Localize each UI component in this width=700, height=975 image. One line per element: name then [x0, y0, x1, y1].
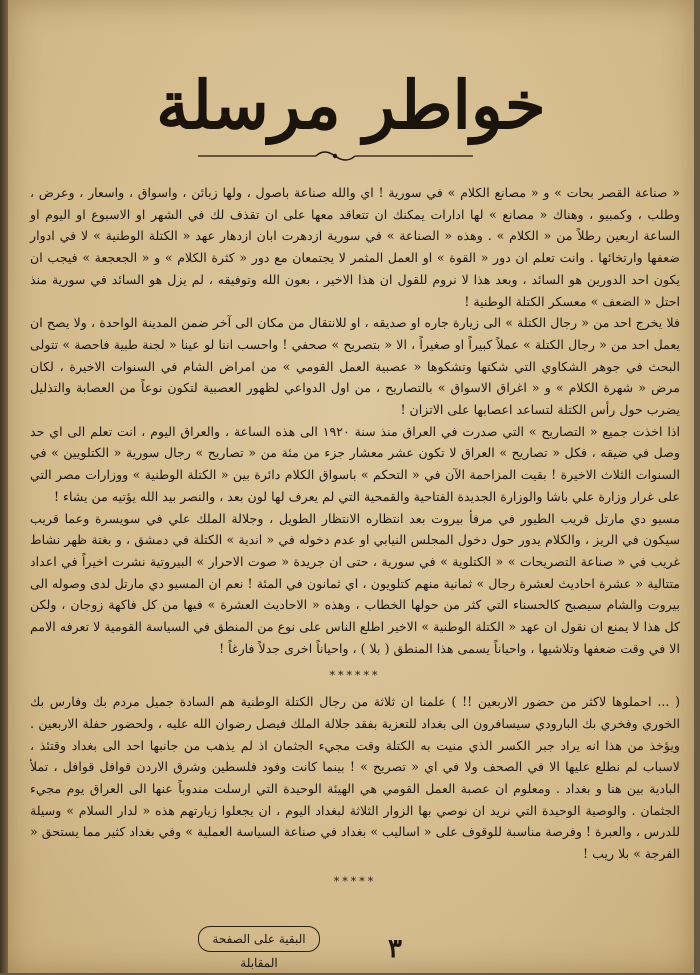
- section-separator: ******: [329, 669, 381, 683]
- article-paragraph: مسيو دي مارتل قريب الطيور في مرفأ بيروت بعد انتظاره الانتظار الطويل ، وجلالة الملك علي في سويسرة وعما قريب سيكون في الريز ، والكلام يدور حول دخول المجلس النيابي او عدم دخوله في « اندية » الكتلة في دمشق ، و بغتة ظهر نشاط غريب في « صناعة التصريحات » « الكتلوية » في سورية ، حتى ان جريدة « صوت الاحرار » البيروتية نشرت اخيراً في اعداد متتالية « عشرة احاديث لعشرة رجال » ثمانية منهم كتلويون ، اي ثمانون في المئة ! نعم ان المسيو دي مارتل لدى وصوله الى بيروت والشام سيصبح كالحسناء التي كثر من حولها الخطاب ، وهذه « الاحاديث العشرة » فيها من كل فاكهة زوجان ، ولكن كل هذا لا يمنع ان نقول ان عهد « الكتلة الوطنية » الاخير اطلع الناس على نوع من المنطق في السياسة القومية لا تعرفه الامم الا في وقت ضعفها وتلاشيها ، واحياناً يسمى هذا المنطق ( بلا ) ، واحياناً اخرى جدلاً فارغاً !: [30, 510, 680, 656]
- article-paragraph: « صناعة القصر بحات » و « مصانع الكلام » في سورية ! اي والله صناعة باصول ، ولها زبائن ، واسواق ، واسعار ، وعرض ، وطلب ، وكمبيو ، وهناك « مصانع » لها ادارات يمكنك ان تتعاقد معها على ان تقذف لك في الشهر او الاسبوع او اليوم او الساعة اربعين رطلاً من « الكلام » . وهذه « الصناعة » في سورية ازدهرت ابان ازدهار عهد « الكتلة الوطنية » لا في ادوار ضعفها وارتخائها . وانت تعلم ان دور « القوة » او العمل المثمر لا يجتمعان مع دور « كثرة الكلام » و « الجعجعة » فيجب ان يكون احد الدورين هو السائد ، وبعد هذا لا نروم للقول ان هذا الاخير ، بعون الله وتوفيقه ، لم يزل هو السائد في سورية منذ احتل « الضعف » معسكر الكتلة الوطنية !: [30, 185, 680, 309]
- title-ornament: [198, 147, 473, 161]
- page-number: ٣: [388, 934, 402, 964]
- article-paragraph: اذا اخذت جميع « التصاريح » التي صدرت في العراق منذ سنة ١٩٢٠ الى هذه الساعة ، والعراق اليوم ، انت تعلم الى اي حد وصل في ضيقه ، فكل « تصاريح » العراق لا تكون عشر معشار جزء من مئة من « تصاريح » رجال سورية « الكتلويين » في السنوات الثلاث الاخيرة ! بقيت المزاحمة الآن في « التحكم » باسواق الكلام دائرة بين « الكتلة الوطنية » ووزارات مصر التي على غرار وزارة علي باشا والوزارة الجديدة الفتاحية والقمحية التي لم يعرف لها لون بعد ، والنصر بيد الله يؤتيه من يشاء !: [30, 423, 680, 504]
- article-paragraph: ( ... احملوها لاكثر من حضور الاربعين !! ) علمنا ان ثلاثة من رجال الكتلة الوطنية هم السادة جميل مردم بك وفارس بك الخوري وفخري بك البارودي سيسافرون الى بغداد للتعزية بفقد جلالة الملك فيصل رضوان الله عليه ، ولحضور حفلة الاربعين . ويؤخذ من هذا انه يراد جبر الكسر الذي منيت به الكتلة وقت مجيء الجثمان اذ لم يذهب من جانبها احد الى بغداد وقتئذ ، لاسباب لم نطلع عليها الا في الصحف ولا في اي « تصريح » ! بينما كانت وفود فلسطين وشرق الاردن قوافل قوافل ، تملأ البادية بين هنا و بغداد . ومعلوم ان عصبة العمل القومي هي الهيئة الوحيدة التي ارسلت مندوباً عنها الى العراق يوم مجيء الجثمان . والوصية الوحيدة التي نريد ان نوصي بها الزوار الثلاثة لبغداد اليوم ، ان يجعلوا زيارتهم هذه « لدار السلام » وسيلة للدرس ، والعبرة ! وفرصة مناسبة للوقوف على « اساليب » بغداد في صناعة السياسة العملية » وفي بغداد كثير مما يستحق « الفرجة » بلا ريب !: [30, 694, 680, 862]
- continued-note: البقية على الصفحة المقابلة: [198, 926, 320, 952]
- section-separator: *****: [333, 874, 377, 888]
- magazine-page: [8, 0, 694, 973]
- page-title: خواطر مرسلة: [156, 66, 546, 144]
- masthead: [8, 60, 694, 180]
- book-spine: [0, 0, 8, 973]
- article-paragraph: فلا يخرج احد من « رجال الكتلة » الى زيارة جاره او صديقه ، او للانتقال من مكان الى آخر ضمن المدينة الواحدة ، ولا يصح ان يعمل احد من « رجال الكتلة » عملاً كبيراً او صغيراً ، الا « بتصريح » صحفي ! واحسب اننا لو عينا « لجنة طبية فاحصة » تتولى البحث في جوهر الشكاوي التي شكتها وتشكوها « عصبية العمل القومي » من امراض الشام في السنوات الاخيرة ، لكان مرض « شهرة الكلام » و « اغراق الاسواق » بالتصاريح ، من اول الدواعي لظهور العصبية لتكون نوعاً من العصابة والتذليل يضرب حول رأس الكتلة لتساعد اعصابها على الاتزان !: [30, 315, 680, 418]
- article-body: [30, 182, 680, 897]
